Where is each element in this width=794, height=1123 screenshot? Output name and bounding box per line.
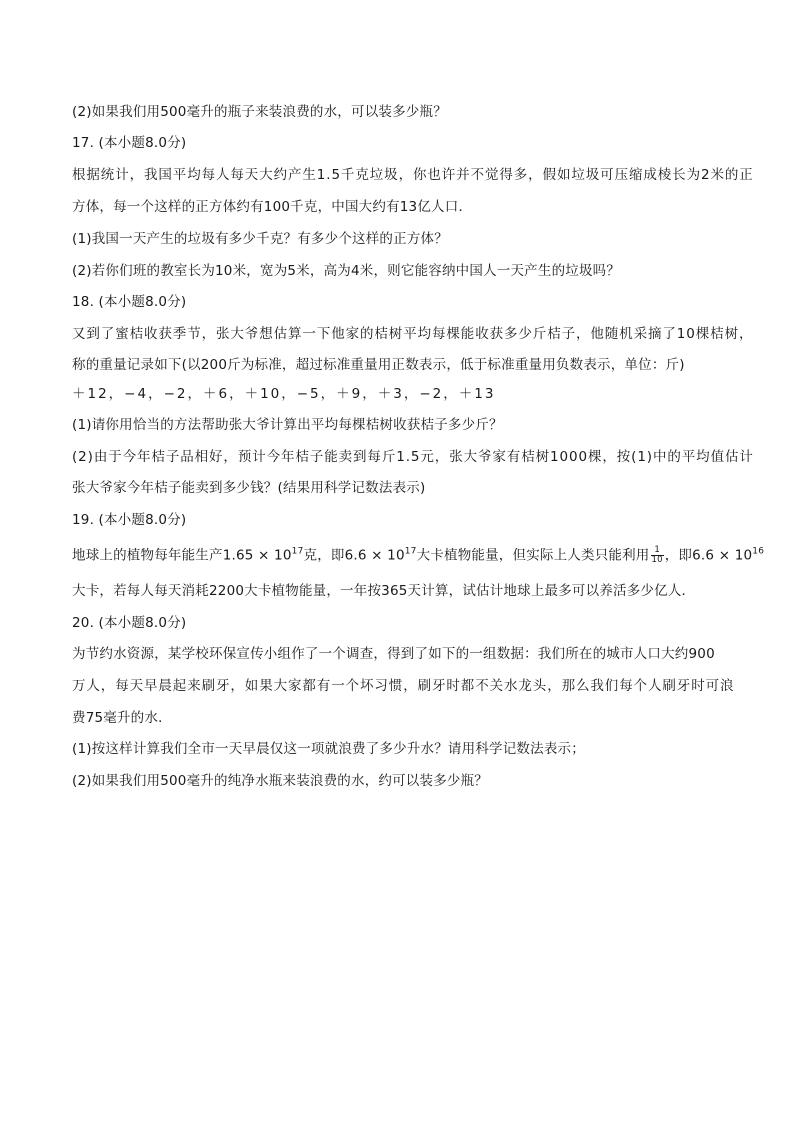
question-20-text-line-2: 万人，每天早晨起来刷牙，如果大家都有一个坏习惯，刷牙时都不关水龙头，那么我们每个人刷牙时可浪 [72,678,735,694]
question-17-part-2: (2)若你们班的教室长为10米，宽为5米，高为4米，则它能容纳中国人一天产生的垃圾吗？ [72,263,621,279]
question-20-header: 20. (本小题8.0分) [72,615,187,631]
q19-text-c: 大卡植物能量，但实际上人类只能利用 [416,547,650,564]
prev-question-part-2: (2)如果我们用500毫升的瓶子来装浪费的水，可以装多少瓶？ [72,104,447,120]
question-17-header: 17. (本小题8.0分) [72,135,187,151]
q19-text-b: 克，即6.6 × 10 [303,547,405,564]
q19-fraction [651,546,664,565]
q19-fraction-denominator: 10 [651,555,663,565]
question-18-part-2-line-2: 张大爷家今年桔子能卖到多少钱？(结果用科学记数法表示) [72,480,426,496]
question-18-part-1: (1)请你用恰当的方法帮助张大爷计算出平均每棵桔树收获桔子多少斤？ [72,417,503,433]
question-17-part-1: (1)我国一天产生的垃圾有多少千克？有多少个这样的正方体？ [72,231,448,247]
question-19-text-line-1 [72,546,764,565]
question-18-part-2-line-1: (2)由于今年桔子品相好，预计今年桔子能卖到每斤1.5元，张大爷家有桔树1000棵，按(1)中的平均值估计 [72,449,754,465]
question-20-part-1: (1)按这样计算我们全市一天早晨仅这一项就浪费了多少升水？请用科学记数法表示； [72,741,585,757]
question-18-values: ＋12，−4，−2，＋6，＋10，−5，＋9，＋3，−2，＋13 [72,386,496,402]
q19-exponent-1: 17 [291,546,304,557]
q19-text-d: ，即6.6 × 10 [664,547,753,564]
question-18-text-line-1: 又到了蜜桔收获季节，张大爷想估算一下他家的桔树平均每棵能收获多少斤桔子，他随机采摘了10棵桔树， [72,326,754,342]
q19-exponent-3: 16 [752,546,765,557]
question-18-text-line-2: 称的重量记录如下(以200斤为标准，超过标准重量用正数表示，低于标准重量用负数表示，单位：斤) [72,357,685,373]
question-17-text-line-2: 方体，每一个这样的正方体约有100千克，中国大约有13亿人口． [72,199,473,215]
q19-fraction-numerator: 1 [651,546,664,556]
question-20-part-2: (2)如果我们用500毫升的纯净水瓶来装浪费的水，约可以装多少瓶？ [72,773,488,789]
question-18-header: 18. (本小题8.0分) [72,294,187,310]
q19-exponent-2: 17 [404,546,417,557]
question-20-text-line-3: 费75毫升的水． [72,710,172,726]
question-17-text-line-1: 根据统计，我国平均每人每天大约产生1.5千克垃圾，你也许并不觉得多，假如垃圾可压缩成棱长为2米的正 [72,167,754,183]
q19-text-a: 地球上的植物每年能生产1.65 × 10 [72,547,292,564]
question-19-header: 19. (本小题8.0分) [72,512,187,528]
question-20-text-line-1: 为节约水资源，某学校环保宣传小组作了一个调查，得到了如下的一组数据：我们所在的城市人口大约900 [72,646,715,662]
question-19-text-line-2: 大卡，若每人每天消耗2200大卡植物能量，一年按365天计算，试估计地球上最多可以养活多少亿人． [72,583,696,599]
